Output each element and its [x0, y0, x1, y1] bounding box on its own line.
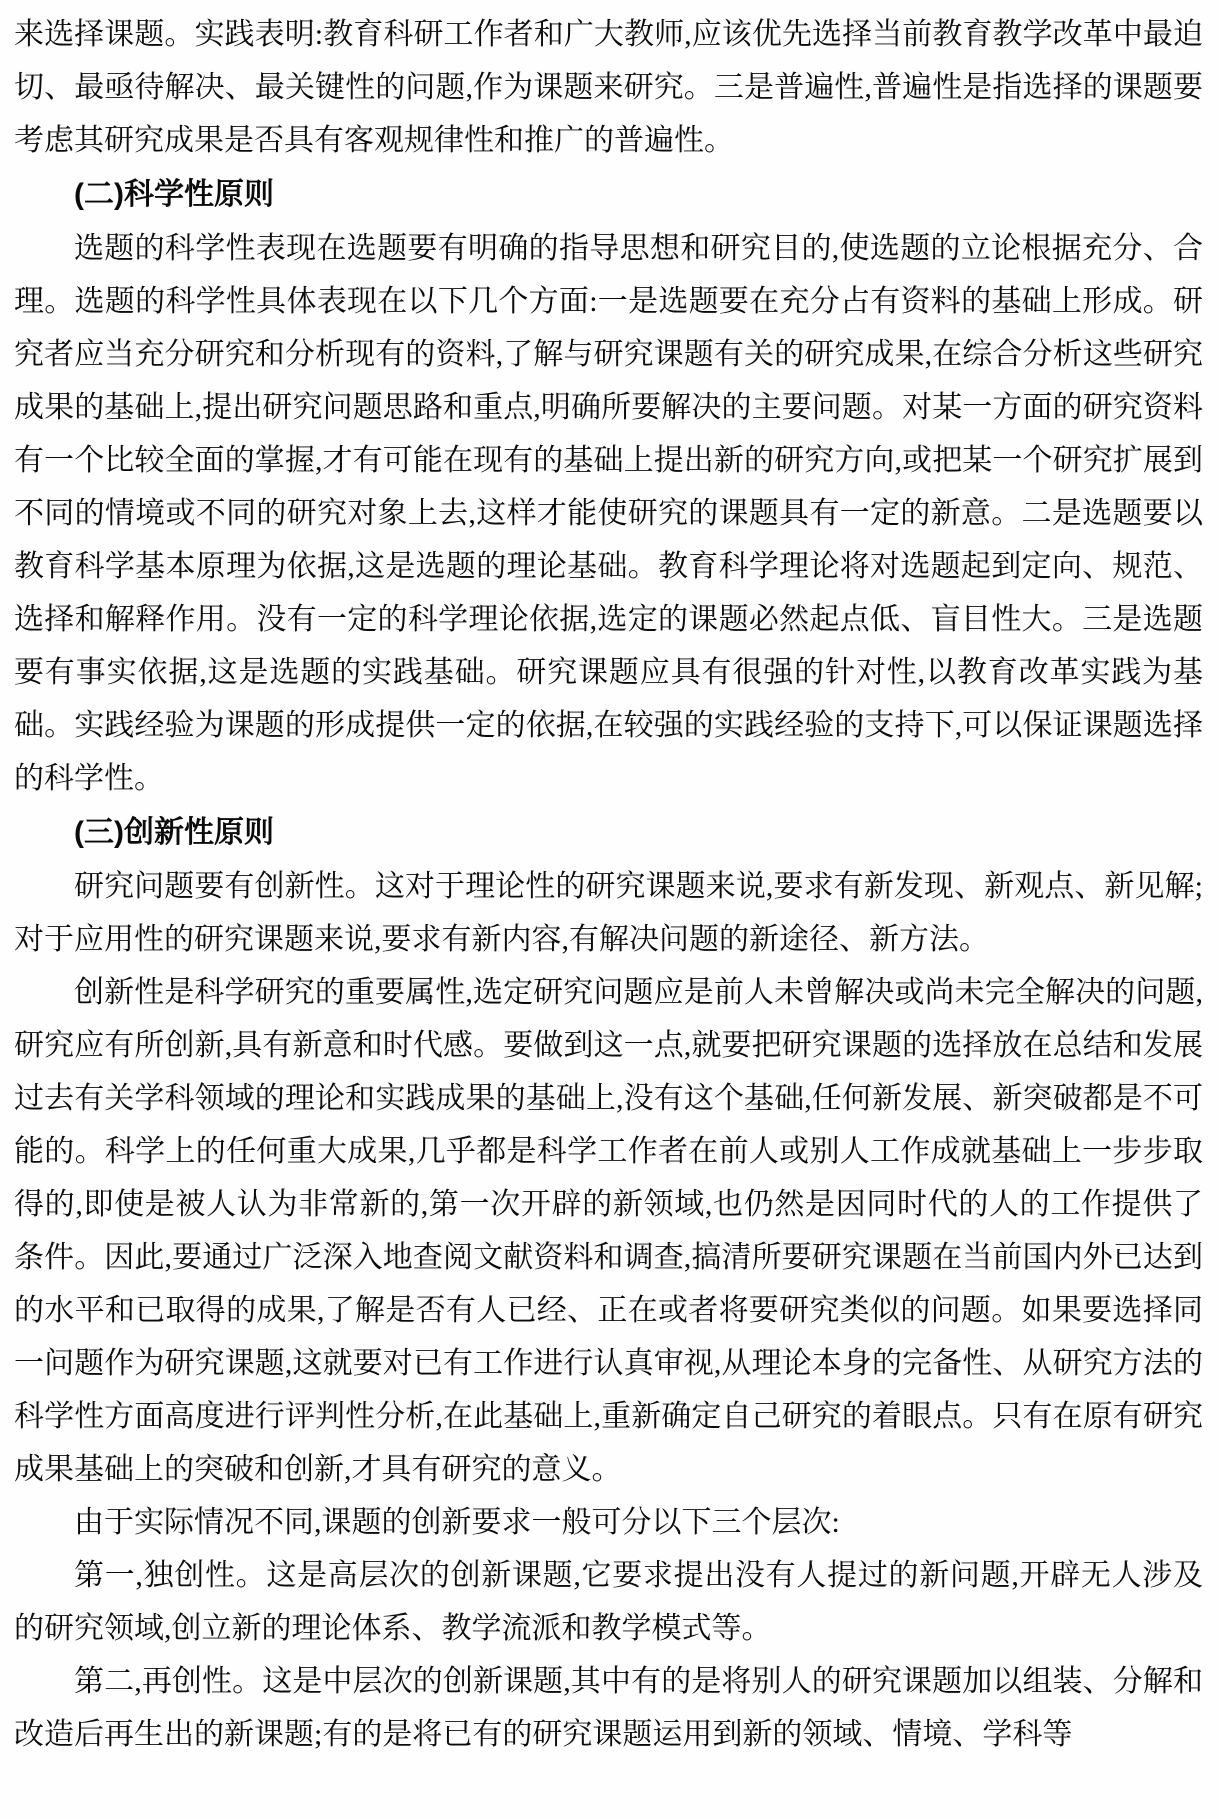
- section-heading-scientific-principle: (二)科学性原则: [74, 178, 274, 211]
- paragraph-level-two-recreation: 第二,再创性。这是中层次的创新课题,其中有的是将别人的研究课题加以组装、分解和改造后再生出的新课题;有的是将已有的研究课题运用到新的领域、情境、学科等: [14, 1665, 1203, 1751]
- paragraph-innovation-importance: 创新性是科学研究的重要属性,选定研究问题应是前人未曾解决或尚未完全解决的问题,研究应有所创新,具有新意和时代感。要做到这一点,就要把研究课题的选择放在总结和发展过去有关学科领域的理论和实践成果的基础上,没有这个基础,任何新发展、新突破都是不可能的。科学上的任何重大成果,几乎都是科学工作者在前人或别人工作成就基础上一步步取得的,即使是被人认为非常新的,第一次开辟的新领域,也仍然是因同时代的人的工作提供了条件。因此,要通过广泛深入地查阅文献资料和调查,搞清所要研究课题在当前国内外已达到的水平和已取得的成果,了解是否有人已经、正在或者将要研究类似的问题。如果要选择同一问题作为研究课题,这就要对已有工作进行认真审视,从理论本身的完备性、从研究方法的科学性方面高度进行评判性分析,在此基础上,重新确定自己研究的着眼点。只有在原有研究成果基础上的突破和创新,才具有研究的意义。: [14, 976, 1203, 1486]
- paragraph-innovation-requirements: 研究问题要有创新性。这对于理论性的研究课题来说,要求有新发现、新观点、新见解;对于应用性的研究课题来说,要求有新内容,有解决问题的新途径、新方法。: [14, 870, 1203, 956]
- paragraph-continuation-topic-selection: 来选择课题。实践表明:教育科研工作者和广大教师,应该优先选择当前教育教学改革中最迫切、最亟待解决、最关键性的问题,作为课题来研究。三是普遍性,普遍性是指选择的课题要考虑其研究成果是否具有客观规律性和推广的普遍性。: [14, 18, 1203, 157]
- paragraph-three-levels-intro: 由于实际情况不同,课题的创新要求一般可分以下三个层次:: [74, 1506, 840, 1539]
- paragraph-level-one-originality: 第一,独创性。这是高层次的创新课题,它要求提出没有人提过的新问题,开辟无人涉及的研究领域,创立新的理论体系、教学流派和教学模式等。: [14, 1559, 1203, 1645]
- section-heading-innovation-principle: (三)创新性原则: [74, 816, 274, 849]
- paragraph-scientific-principle-body: 选题的科学性表现在选题要有明确的指导思想和研究目的,使选题的立论根据充分、合理。选题的科学性具体表现在以下几个方面:一是选题要在充分占有资料的基础上形成。研究者应当充分研究和分析现有的资料,了解与研究课题有关的研究成果,在综合分析这些研究成果的基础上,提出研究问题思路和重点,明确所要解决的主要问题。对某一方面的研究资料有一个比较全面的掌握,才有可能在现有的基础上提出新的研究方向,或把某一个研究扩展到不同的情境或不同的研究对象上去,这样才能使研究的课题具有一定的新意。二是选题要以教育科学基本原理为依据,这是选题的理论基础。教育科学理论将对选题起到定向、规范、选择和解释作用。没有一定的科学理论依据,选定的课题必然起点低、盲目性大。三是选题要有事实依据,这是选题的实践基础。研究课题应具有很强的针对性,以教育改革实践为基础。实践经验为课题的形成提供一定的依据,在较强的实践经验的支持下,可以保证课题选择的科学性。: [14, 232, 1203, 795]
